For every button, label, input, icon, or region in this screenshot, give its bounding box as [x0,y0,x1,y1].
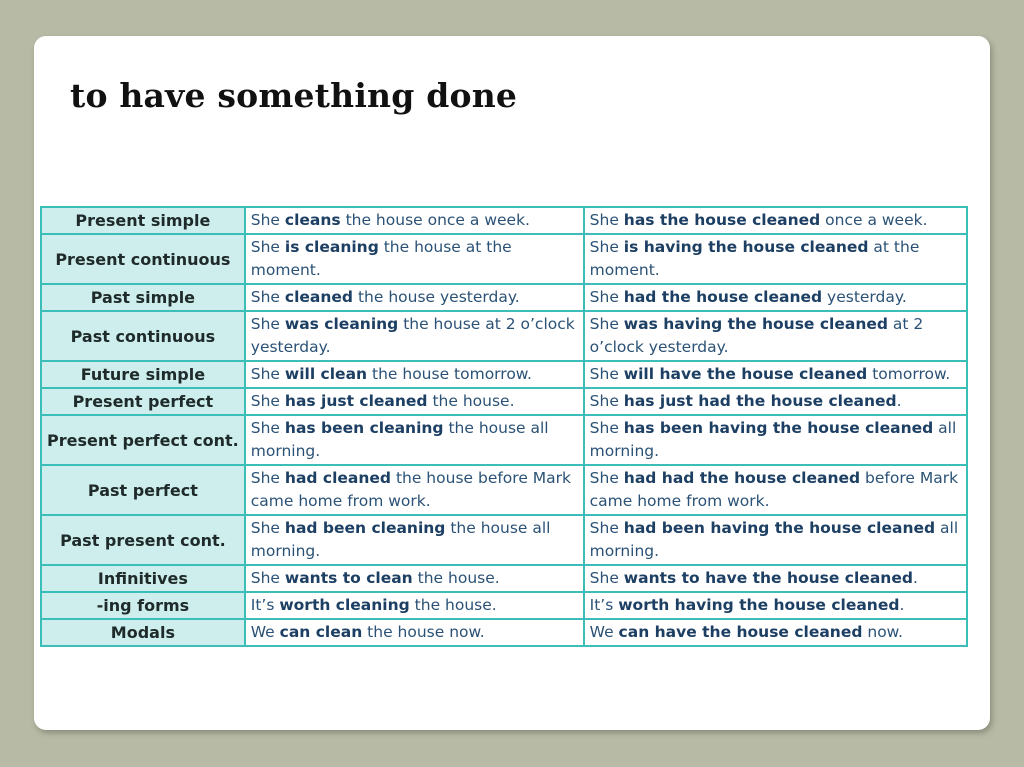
verb-phrase: had had the house cleaned [623,469,861,487]
table-row [41,465,967,515]
sentence-text: the house. [409,596,497,614]
active-example-cell [245,311,584,361]
verb-phrase: will clean [284,365,368,383]
sentence-text: the house now. [362,623,485,641]
verb-phrase: worth having the house cleaned [618,596,900,614]
verb-phrase: had the house cleaned [623,288,823,306]
causative-example-cell [584,361,967,388]
verb-phrase: has been having the house cleaned [623,419,934,437]
table-body [41,207,967,646]
sentence-text: She [589,211,624,229]
tense-cell: Present perfect cont. [41,415,245,465]
verb-phrase: can clean [279,623,363,641]
active-example-cell [245,388,584,415]
sentence-text: She [250,519,285,537]
sentence-text: She [589,569,624,587]
causative-example-cell [584,592,967,619]
active-example-cell [245,207,584,234]
causative-example-cell [584,415,967,465]
table-row [41,515,967,565]
tense-cell: Past present cont. [41,515,245,565]
sentence-text: the house at 2 o’clock yesterday. [250,315,575,356]
active-example-cell [245,361,584,388]
grammar-table [40,206,968,647]
sentence-text: We [250,623,280,641]
causative-example-cell [584,234,967,284]
table-row [41,388,967,415]
sentence-text: It’s [589,596,619,614]
sentence-text: She [250,392,285,410]
active-example-cell [245,515,584,565]
causative-example-cell [584,515,967,565]
sentence-text: the house yesterday. [353,288,520,306]
causative-example-cell [584,619,967,646]
verb-phrase: is cleaning [284,238,379,256]
sentence-text: She [589,315,624,333]
sentence-text: She [589,469,624,487]
sentence-text: the house tomorrow. [367,365,532,383]
active-example-cell [245,234,584,284]
sentence-text: the house all morning. [250,419,549,460]
verb-phrase: is having the house cleaned [623,238,869,256]
tense-cell: Present perfect [41,388,245,415]
sentence-text: the house. [412,569,500,587]
verb-phrase: has been cleaning [284,419,444,437]
sentence-text: . [912,569,918,587]
verb-phrase: worth cleaning [279,596,410,614]
verb-phrase: had cleaned [284,469,392,487]
table-row [41,565,967,592]
sentence-text: She [250,469,285,487]
sentence-text: She [250,419,285,437]
sentence-text: . [899,596,905,614]
tense-cell: Past perfect [41,465,245,515]
sentence-text: all morning. [589,519,959,560]
sentence-text: tomorrow. [867,365,951,383]
verb-phrase: has just cleaned [284,392,428,410]
tense-cell: Modals [41,619,245,646]
sentence-text: once a week. [820,211,928,229]
sentence-text: . [896,392,902,410]
table-row [41,234,967,284]
table-row [41,284,967,311]
sentence-text: She [589,365,624,383]
verb-phrase: has just had the house cleaned [623,392,897,410]
verb-phrase: had been cleaning [284,519,446,537]
active-example-cell [245,565,584,592]
tense-cell: Present simple [41,207,245,234]
active-example-cell [245,415,584,465]
verb-phrase: cleaned [284,288,354,306]
active-example-cell [245,592,584,619]
tense-cell: Present continuous [41,234,245,284]
sentence-text: She [250,211,285,229]
table-row [41,592,967,619]
table-row [41,207,967,234]
verb-phrase: has the house cleaned [623,211,821,229]
causative-example-cell [584,388,967,415]
table-row [41,361,967,388]
sentence-text: the house once a week. [340,211,530,229]
verb-phrase: can have the house cleaned [618,623,863,641]
sentence-text: She [589,238,624,256]
sentence-text: She [589,392,624,410]
tense-cell: -ing forms [41,592,245,619]
sentence-text: before Mark came home from work. [589,469,959,510]
slide [34,36,990,730]
slide-title: to have something done [70,76,518,115]
verb-phrase: had been having the house cleaned [623,519,936,537]
sentence-text: at 2 o’clock yesterday. [589,315,924,356]
tense-cell: Future simple [41,361,245,388]
sentence-text: at the moment. [589,238,920,279]
tense-cell: Infinitives [41,565,245,592]
tense-cell: Past continuous [41,311,245,361]
table-row [41,415,967,465]
sentence-text: all morning. [589,419,957,460]
active-example-cell [245,465,584,515]
sentence-text: She [250,365,285,383]
table-row [41,619,967,646]
sentence-text: the house before Mark came home from work. [250,469,572,510]
sentence-text: the house. [427,392,515,410]
verb-phrase: was cleaning [284,315,399,333]
sentence-text: the house at the moment. [250,238,512,279]
verb-phrase: was having the house cleaned [623,315,888,333]
verb-phrase: cleans [284,211,341,229]
sentence-text: She [589,519,624,537]
sentence-text: We [589,623,619,641]
sentence-text: She [250,315,285,333]
sentence-text: It’s [250,596,280,614]
causative-example-cell [584,465,967,515]
sentence-text: She [250,288,285,306]
sentence-text: yesterday. [822,288,907,306]
verb-phrase: wants to clean [284,569,413,587]
sentence-text: She [250,238,285,256]
causative-example-cell [584,284,967,311]
causative-example-cell [584,207,967,234]
sentence-text: now. [862,623,903,641]
sentence-text: She [250,569,285,587]
active-example-cell [245,284,584,311]
causative-example-cell [584,565,967,592]
table-row [41,311,967,361]
verb-phrase: wants to have the house cleaned [623,569,913,587]
sentence-text: the house all morning. [250,519,551,560]
causative-example-cell [584,311,967,361]
tense-cell: Past simple [41,284,245,311]
active-example-cell [245,619,584,646]
sentence-text: She [589,288,624,306]
sentence-text: She [589,419,624,437]
verb-phrase: will have the house cleaned [623,365,868,383]
